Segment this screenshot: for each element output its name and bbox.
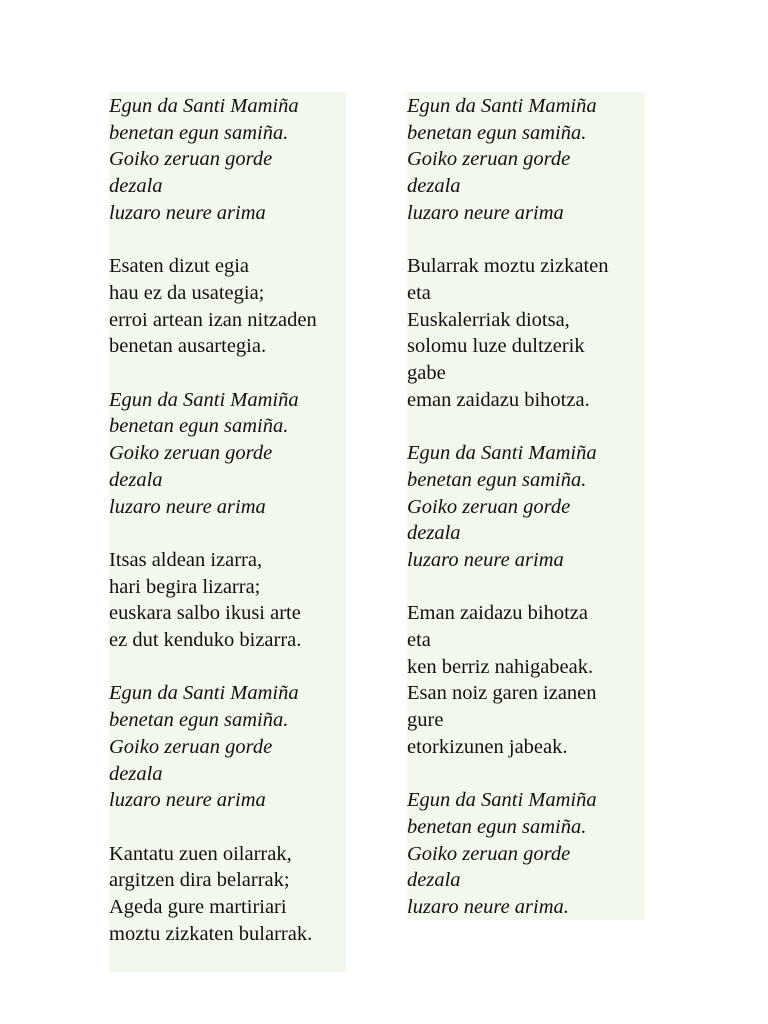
lyric-line: Egun da Santi Mamiña <box>407 95 597 117</box>
lyric-line: luzaro neure arima <box>407 548 564 571</box>
lyric-line: eta <box>407 629 431 652</box>
lyrics-column-right <box>407 92 645 920</box>
lyric-line: dezala <box>407 175 461 198</box>
refrain-stanza <box>407 93 645 227</box>
lyric-line: Kantatu zuen oilarrak, <box>109 842 292 865</box>
lyric-line: Ageda gure martiriari <box>109 896 287 919</box>
lyric-line: luzaro neure arima <box>407 201 564 224</box>
lyric-line: Egun da Santi Mamiña <box>109 682 299 705</box>
lyric-line: luzaro neure arima <box>109 789 266 812</box>
lyric-line: etorkizunen jabeak. <box>407 735 568 758</box>
refrain-stanza <box>109 93 346 227</box>
lyric-line: Goiko zeruan gorde <box>407 148 571 171</box>
lyric-line: Egun da Santi Mamiña <box>109 95 299 117</box>
lyric-line: Euskalerriak diotsa, <box>407 308 570 331</box>
lyric-line: benetan egun samiña. <box>407 468 587 491</box>
lyric-line: moztu zizkaten bularrak. <box>109 922 313 945</box>
lyric-line: luzaro neure arima. <box>407 896 569 919</box>
lyric-line: luzaro neure arima <box>109 201 266 224</box>
lyric-line: Goiko zeruan gorde <box>109 442 273 465</box>
lyric-line: Egun da Santi Mamiña <box>407 789 597 812</box>
lyric-line: dezala <box>407 869 461 892</box>
lyric-line: Bularrak moztu zizkaten <box>407 255 609 278</box>
lyric-line: Goiko zeruan gorde <box>407 842 571 865</box>
lyric-line: gure <box>407 709 444 732</box>
lyric-line: benetan egun samiña. <box>407 815 587 838</box>
verse-stanza <box>109 547 346 654</box>
lyric-line: benetan egun samiña. <box>109 121 289 144</box>
lyric-line: Goiko zeruan gorde <box>407 495 571 518</box>
verse-stanza <box>109 841 346 948</box>
lyric-line: dezala <box>109 762 163 785</box>
lyric-line: Goiko zeruan gorde <box>109 148 273 171</box>
lyric-line: gabe <box>407 362 446 385</box>
lyric-line: benetan ausartegia. <box>109 335 267 358</box>
lyrics-column-left <box>109 92 346 972</box>
lyric-line: dezala <box>407 522 461 545</box>
lyric-line: hau ez da usategia; <box>109 281 265 304</box>
lyric-line: Itsas aldean izarra, <box>109 548 263 571</box>
lyric-line: euskara salbo ikusi arte <box>109 602 301 625</box>
lyric-line: Goiko zeruan gorde <box>109 735 273 758</box>
lyric-line: benetan egun samiña. <box>109 415 289 438</box>
lyric-line: dezala <box>109 468 163 491</box>
lyric-line: benetan egun samiña. <box>407 121 587 144</box>
lyric-line: argitzen dira belarrak; <box>109 869 290 892</box>
verse-stanza <box>407 600 645 760</box>
refrain-stanza <box>407 787 645 921</box>
lyric-line: Egun da Santi Mamiña <box>407 442 597 465</box>
lyric-line: Egun da Santi Mamiña <box>109 388 299 411</box>
refrain-stanza <box>109 387 346 521</box>
lyric-line: luzaro neure arima <box>109 495 266 518</box>
lyric-line: ken berriz nahigabeak. <box>407 655 594 678</box>
refrain-stanza <box>407 440 645 574</box>
refrain-stanza <box>109 680 346 814</box>
lyric-line: Eman zaidazu bihotza <box>407 602 588 625</box>
lyric-line: solomu luze dultzerik <box>407 335 585 358</box>
verse-stanza <box>109 253 346 360</box>
lyric-line: hari begira lizarra; <box>109 575 261 598</box>
lyric-line: benetan egun samiña. <box>109 709 289 732</box>
lyric-line: dezala <box>109 175 163 198</box>
lyric-line: ez dut kenduko bizarra. <box>109 629 302 652</box>
lyric-line: eman zaidazu bihotza. <box>407 388 590 411</box>
lyric-line: eta <box>407 281 431 304</box>
lyric-line: Esaten dizut egia <box>109 255 250 278</box>
lyric-line: Esan noiz garen izanen <box>407 682 597 705</box>
verse-stanza <box>407 253 645 413</box>
lyric-line: erroi artean izan nitzaden <box>109 308 317 331</box>
